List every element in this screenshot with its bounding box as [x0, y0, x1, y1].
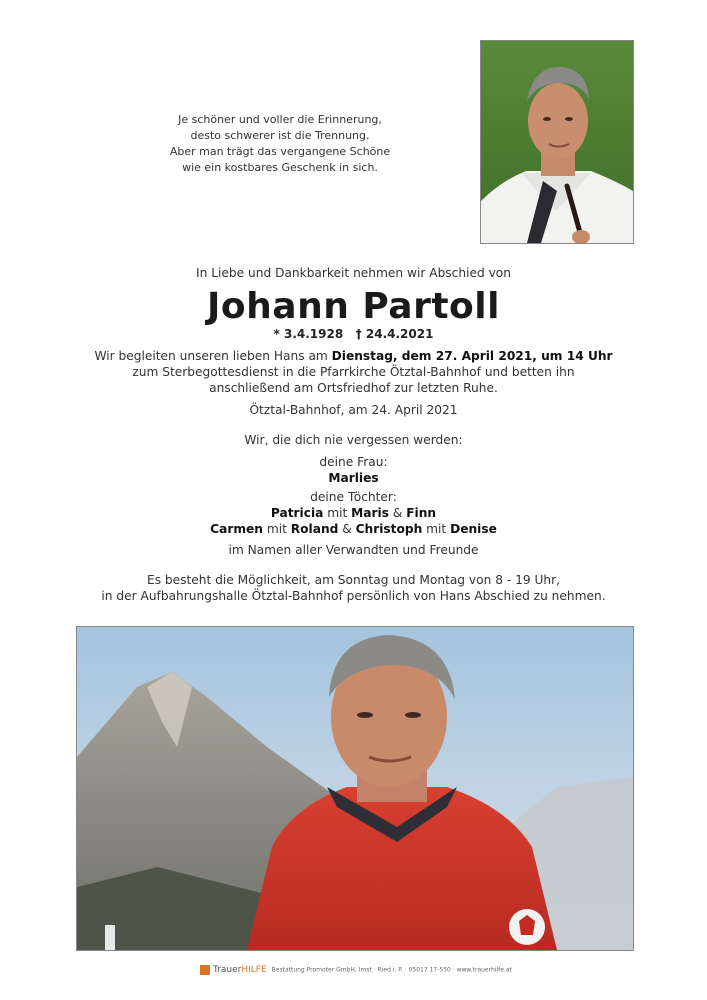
service-line-2: zum Sterbegottesdienst in die Pfarrkirche Ötztal-Bahnhof und betten ihn	[132, 365, 575, 379]
mourner-name: Denise	[450, 522, 497, 536]
daughters-line-2	[20, 522, 687, 536]
mourners-intro: Wir, die dich nie vergessen werden:	[244, 433, 463, 447]
quote-line: Je schöner und voller die Erinnerung,	[178, 113, 382, 126]
connector: mit	[262, 522, 291, 536]
mourner-name: Marlies	[328, 471, 379, 485]
life-dates: * 3.4.1928 † 24.4.2021	[273, 327, 434, 341]
connector: &	[388, 506, 407, 520]
deceased-name: Johann Partoll	[207, 286, 500, 327]
landscape-portrait-photo	[76, 626, 634, 951]
mourner-name: Maris	[351, 506, 389, 520]
service-text: Wir begleiten unseren lieben Hans am	[94, 349, 332, 363]
mourner-name: Patricia	[270, 506, 324, 520]
quote-line: wie ein kostbares Geschenk in sich.	[182, 161, 378, 174]
farewell-intro: In Liebe und Dankbarkeit nehmen wir Abschied von	[196, 266, 511, 280]
daughters-line-1	[20, 506, 687, 520]
mourner-name: Roland	[290, 522, 339, 536]
connector: &	[338, 522, 356, 536]
service-line-3: anschließend am Ortsfriedhof zur letzten Ruhe.	[209, 381, 498, 395]
footer-contact: Bestattung Promoter GmbH, Imst · Ried i. P. · 05017 17-550 · www.trauerhilfe.at	[271, 966, 512, 974]
quote-line: desto schwerer ist die Trennung.	[190, 129, 370, 142]
portrait-photo	[480, 40, 634, 244]
wife-label: deine Frau:	[319, 455, 388, 469]
mourner-name: Finn	[406, 506, 437, 520]
funeral-home-footer	[200, 965, 520, 979]
connector: mit	[323, 506, 352, 520]
quote-line: Aber man trägt das vergangene Schöne	[169, 145, 391, 158]
relatives-line: im Namen aller Verwandten und Freunde	[228, 543, 479, 557]
viewing-line-2: in der Aufbahrungshalle Ötztal-Bahnhof persönlich von Hans Abschied zu nehmen.	[101, 589, 606, 603]
mourner-name: Christoph	[355, 522, 423, 536]
brand-name-part: HILFE	[241, 965, 267, 975]
memorial-quote	[130, 112, 430, 176]
wife-name	[20, 471, 687, 485]
viewing-line-1: Es besteht die Möglichkeit, am Sonntag und Montag von 8 - 19 Uhr,	[147, 573, 560, 587]
service-line-1	[20, 349, 687, 363]
place-and-date: Ötztal-Bahnhof, am 24. April 2021	[249, 403, 458, 417]
mourner-name: Carmen	[210, 522, 263, 536]
brand-name-part: Trauer	[213, 965, 242, 975]
daughters-label: deine Töchter:	[310, 490, 397, 504]
service-date-time: Dienstag, dem 27. April 2021, um 14 Uhr	[331, 349, 613, 363]
connector: mit	[422, 522, 451, 536]
brand-logo-icon	[200, 965, 210, 975]
